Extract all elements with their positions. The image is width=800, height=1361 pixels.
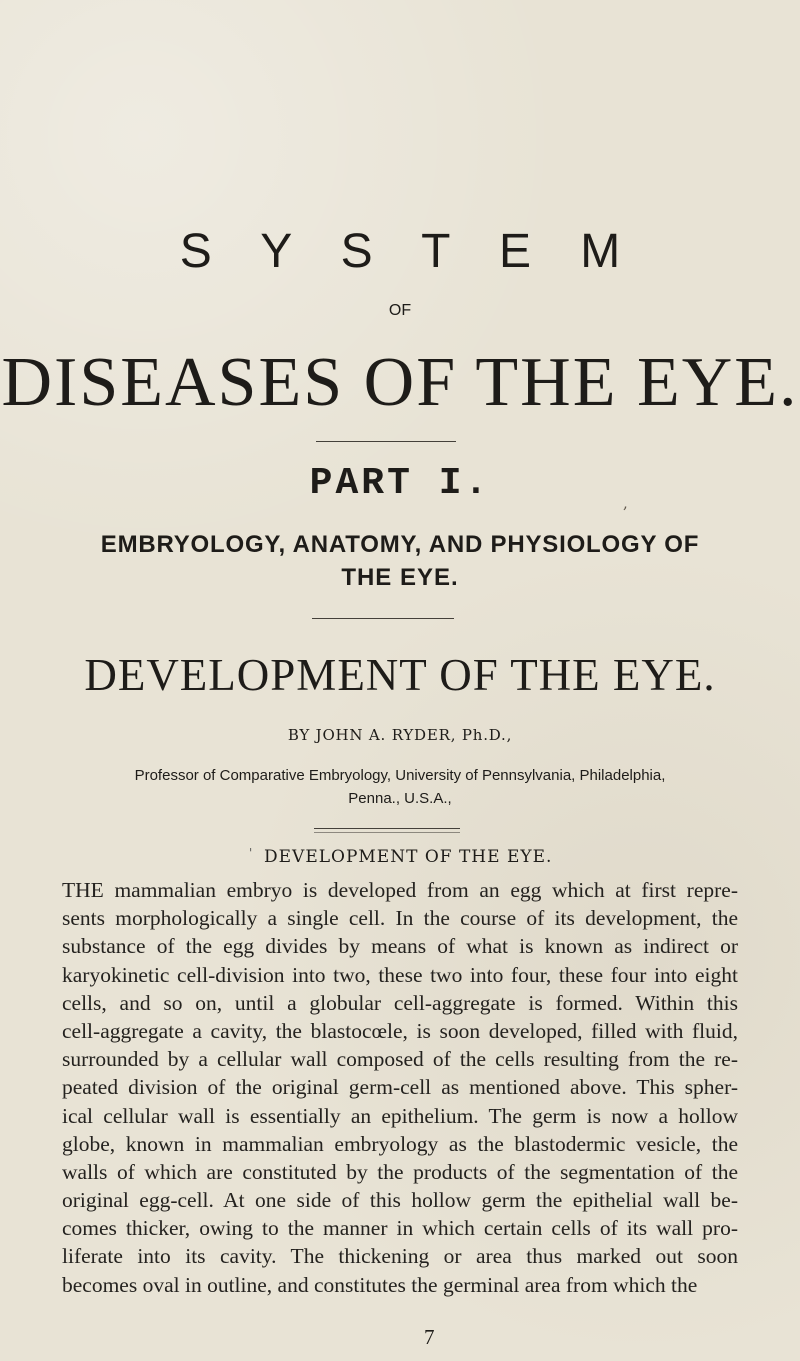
- body-line: substance of the egg divides by means of what is known as indirect or: [62, 934, 738, 959]
- body-line: ical cellular wall is essentially an epithelium. The germ is now a hollow: [62, 1103, 738, 1128]
- book-title: DISEASES OF THE EYE.: [1, 344, 799, 421]
- body-line: cells, and so on, until a globular cell-aggregate is formed. Within this: [62, 990, 738, 1015]
- body-line: surrounded by a cellular wall composed of the cells resulting from the re-: [62, 1047, 738, 1072]
- body-line: comes thicker, owing to the manner in which certain cells of its wall pro-: [62, 1216, 738, 1241]
- heading-mark: ': [249, 846, 253, 860]
- author-divider-top: [314, 828, 460, 829]
- part-title-line-1: EMBRYOLOGY, ANATOMY, AND PHYSIOLOGY OF: [100, 531, 700, 558]
- page-number: 7: [424, 1325, 435, 1349]
- body-line: THE mammalian embryo is developed from an egg which at first repre-: [62, 878, 738, 902]
- series-heading: S Y S T E M: [179, 225, 639, 278]
- running-heading: DEVELOPMENT OF THE EYE.: [264, 847, 553, 867]
- body-line: peated division of the original germ-cell as mentioned above. This spher-: [62, 1075, 738, 1100]
- body-text: [62, 876, 738, 1299]
- printing-mark: ,: [623, 494, 628, 512]
- author-line: BY JOHN A. RYDER, Ph.D.,: [287, 726, 513, 744]
- chapter-title: DEVELOPMENT OF THE EYE.: [84, 650, 716, 700]
- affiliation-line-2: Penna., U.S.A.,: [348, 790, 452, 807]
- title-divider: [316, 441, 456, 442]
- body-line: original egg-cell. At one side of this hollow germ the epithelial wall be-: [62, 1188, 738, 1213]
- body-line: liferate into its cavity. The thickening or area thus marked out soon: [62, 1244, 738, 1269]
- series-connector: OF: [388, 302, 412, 319]
- body-line: globe, known in mammalian embryology as the blastodermic vesicle, the: [62, 1131, 738, 1156]
- body-line: walls of which are constituted by the products of the segmentation of the: [62, 1159, 738, 1184]
- body-line: sents morphologically a single cell. In the course of its development, the: [62, 906, 738, 931]
- part-title-line-2: THE EYE.: [341, 564, 459, 591]
- affiliation-line-1: Professor of Comparative Embryology, University of Pennsylvania, Philadelphia,: [134, 767, 666, 784]
- part-label: PART I.: [309, 462, 491, 505]
- body-line: cell-aggregate a cavity, the blastocœle, is soon developed, filled with fluid,: [62, 1018, 738, 1043]
- author-divider-bottom: [314, 832, 460, 833]
- section-divider: [312, 618, 454, 619]
- body-line: becomes oval in outline, and constitutes the germinal area from which the: [62, 1272, 698, 1297]
- body-line: karyokinetic cell-division into two, these two into four, these four into eight: [62, 962, 738, 987]
